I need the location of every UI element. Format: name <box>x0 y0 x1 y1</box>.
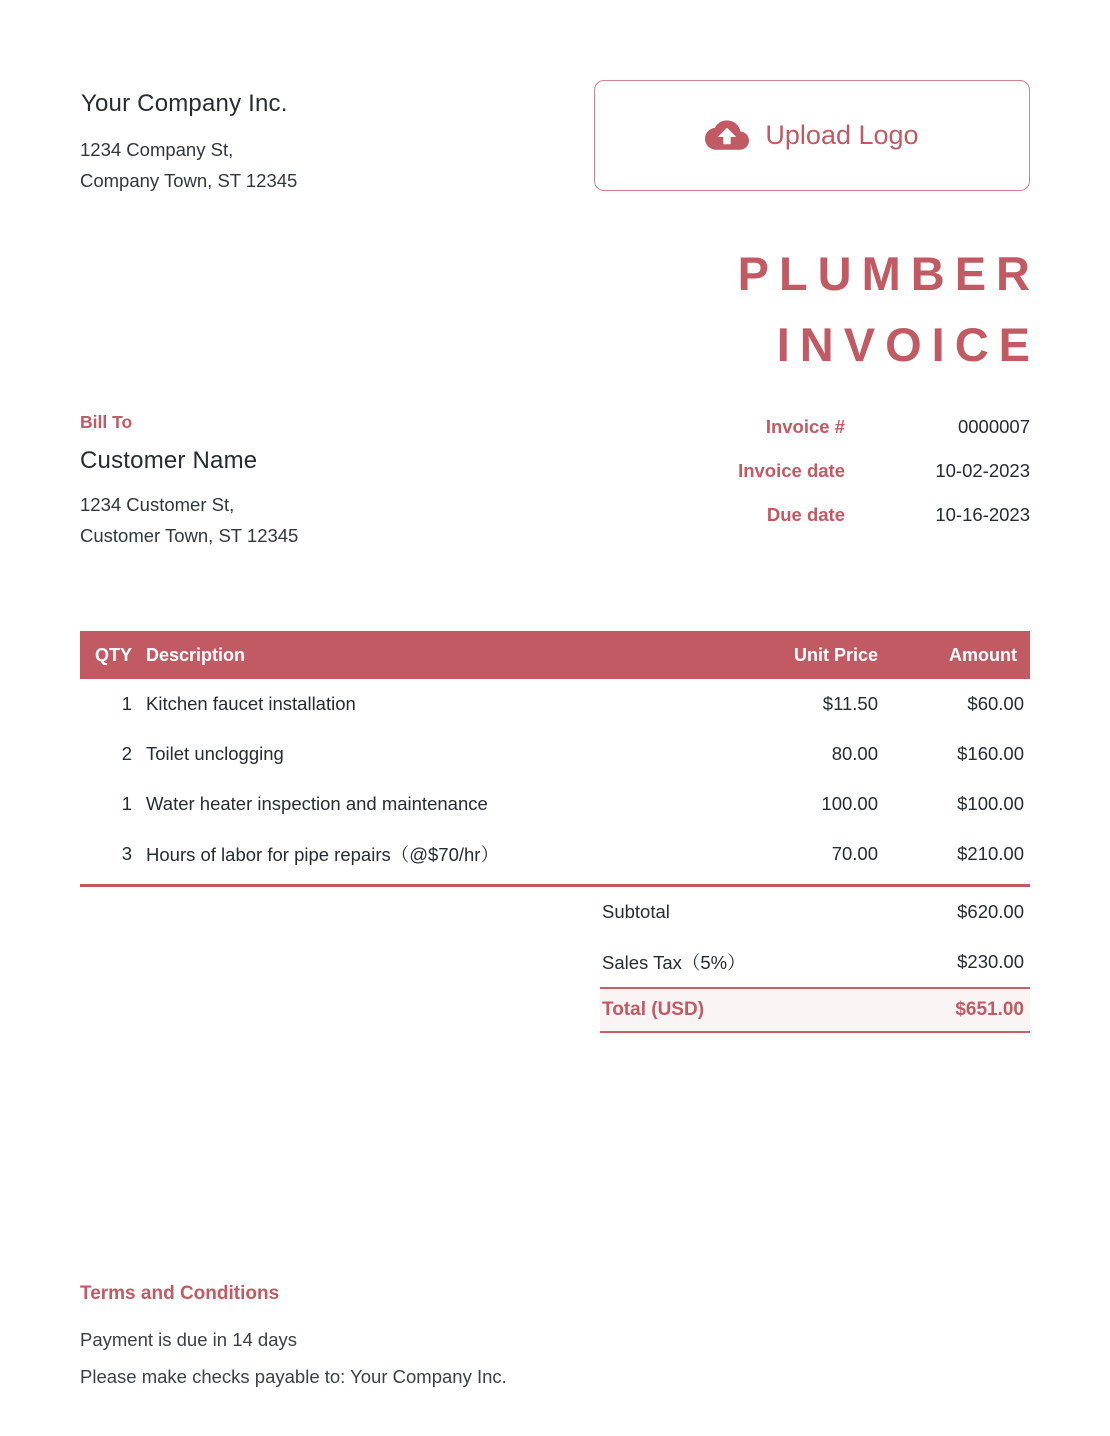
bill-to-label: Bill To <box>80 412 133 432</box>
terms-line2: Please make checks payable to: Your Company Inc. <box>80 1366 507 1387</box>
company-block <box>80 80 297 196</box>
invoice-date-row <box>738 460 1030 504</box>
invoice-number-row <box>738 416 1030 460</box>
header-description: Description <box>146 644 246 665</box>
sales-tax-row <box>600 937 1030 987</box>
row-qty: 1 <box>121 693 132 714</box>
row-unit-price: 100.00 <box>821 793 878 814</box>
billing-info-row <box>80 412 1030 551</box>
due-date-row <box>738 504 1030 548</box>
items-table-header <box>80 631 1030 679</box>
upload-logo-button[interactable] <box>594 80 1030 191</box>
sales-tax-value: $230.00 <box>957 951 1024 972</box>
customer-address-line2: Customer Town, ST 12345 <box>80 525 299 546</box>
document-title-line1: PLUMBER <box>737 247 1040 300</box>
row-amount: $160.00 <box>957 743 1024 764</box>
cloud-upload-icon <box>705 120 749 152</box>
invoice-date-label: Invoice date <box>738 460 845 481</box>
header-row <box>80 0 1030 196</box>
row-description: Toilet unclogging <box>146 743 284 764</box>
terms-heading: Terms and Conditions <box>80 1283 280 1304</box>
row-description: Hours of labor for pipe repairs（@$70/hr） <box>146 844 499 865</box>
row-qty: 2 <box>121 743 132 764</box>
grand-total-label: Total (USD) <box>602 999 705 1020</box>
invoice-date-value: 10-02-2023 <box>935 460 1030 481</box>
row-description: Kitchen faucet installation <box>146 693 356 714</box>
invoice-number-label: Invoice # <box>765 416 845 437</box>
company-address-line2: Company Town, ST 12345 <box>80 170 298 191</box>
row-qty: 3 <box>121 843 132 864</box>
header-amount: Amount <box>949 644 1017 665</box>
subtotal-row <box>600 887 1030 937</box>
row-amount: $60.00 <box>967 693 1024 714</box>
subtotal-value: $620.00 <box>957 901 1024 922</box>
items-table <box>80 631 1030 887</box>
row-amount: $100.00 <box>957 793 1024 814</box>
terms-line1: Payment is due in 14 days <box>80 1329 297 1350</box>
header-qty: QTY <box>95 644 133 665</box>
row-unit-price: 70.00 <box>831 843 878 864</box>
customer-name: Customer Name <box>80 447 258 474</box>
due-date-value: 10-16-2023 <box>935 504 1030 525</box>
document-title-line2: INVOICE <box>776 318 1040 371</box>
upload-logo-label: Upload Logo <box>765 120 919 150</box>
company-name: Your Company Inc. <box>81 90 288 117</box>
sales-tax-label: Sales Tax（5%） <box>602 952 746 973</box>
grand-total-value: $651.00 <box>955 999 1024 1020</box>
table-row <box>80 729 1030 779</box>
grand-total-row <box>600 987 1030 1033</box>
invoice-meta <box>738 416 1030 551</box>
invoice-number-value: 0000007 <box>957 416 1030 437</box>
totals-block <box>600 887 1030 1033</box>
due-date-label: Due date <box>766 504 845 525</box>
table-row <box>80 679 1030 729</box>
row-description: Water heater inspection and maintenance <box>146 793 488 814</box>
table-row <box>80 779 1030 829</box>
document-title <box>80 238 1040 380</box>
bill-to-block <box>80 412 298 551</box>
row-unit-price: 80.00 <box>831 743 878 764</box>
row-qty: 1 <box>121 793 132 814</box>
table-row <box>80 829 1030 879</box>
company-address-line1: 1234 Company St, <box>80 139 234 160</box>
row-unit-price: $11.50 <box>822 693 878 714</box>
terms-section <box>80 1283 1030 1395</box>
header-unit-price: Unit Price <box>793 644 878 665</box>
row-amount: $210.00 <box>957 843 1024 864</box>
subtotal-label: Subtotal <box>602 901 670 922</box>
customer-address-line1: 1234 Customer St, <box>80 494 235 515</box>
